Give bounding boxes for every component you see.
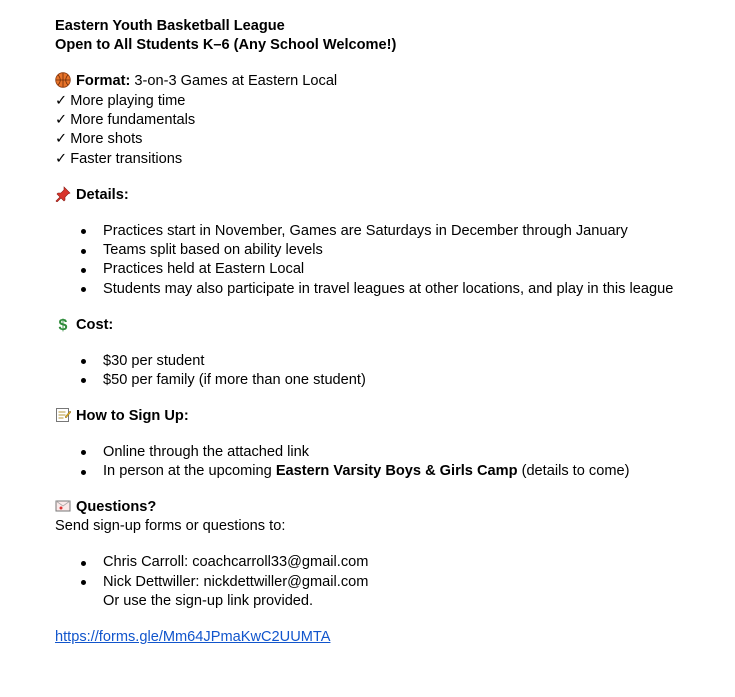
pushpin-icon [55,186,71,202]
list-item: Students may also participate in travel leagues at other locations, and play in this league [55,280,725,299]
details-heading [55,186,725,205]
contacts-list [55,553,725,592]
list-item [55,462,725,481]
dollar-icon [55,316,71,332]
list-item: Practices start in November, Games are Saturdays in December through January [55,222,725,241]
signup-link[interactable]: https://forms.gle/Mm64JPmaKwC2UUMTA [55,628,331,645]
format-heading [55,72,725,91]
check-icon: ✓ [55,150,68,167]
check-item [55,130,725,149]
basketball-icon [55,72,71,88]
check-item [55,111,725,130]
item-text: (details to come) [517,463,630,480]
check-icon: ✓ [55,131,68,148]
check-item [55,92,725,111]
subtitle: Open to All Students K–6 (Any School Welcome!) [55,37,397,54]
check-icon: ✓ [55,112,68,129]
title: Eastern Youth Basketball League [55,18,285,34]
cost-label: Cost: [76,316,114,333]
alt-signup-text: Or use the sign-up link provided. [103,593,314,610]
questions-intro: Send sign-up forms or questions to: [55,518,286,535]
signup-heading [55,407,725,426]
format-label: Format: [76,73,131,90]
questions-heading [55,498,725,517]
contact-item: Nick Dettwiller: nickdettwiller@gmail.com [55,573,725,592]
document [55,17,725,647]
check-text: Faster transitions [70,150,183,167]
check-icon: ✓ [55,92,68,109]
contact-item: Chris Carroll: coachcarroll33@gmail.com [55,553,725,572]
check-item [55,150,725,169]
cost-heading [55,316,725,335]
list-item: Teams split based on ability levels [55,241,725,260]
svg-text:$: $ [58,316,68,332]
item-text: In person at the upcoming [103,463,276,480]
list-item: $30 per student [55,352,725,371]
format-text: 3-on-3 Games at Eastern Local [130,73,338,90]
check-text: More fundamentals [70,112,196,129]
details-list [55,222,725,300]
questions-label: Questions? [76,499,157,516]
check-text: More shots [70,131,143,148]
list-item: Practices held at Eastern Local [55,260,725,279]
camp-name: Eastern Varsity Boys & Girls Camp [275,463,518,480]
check-text: More playing time [70,92,186,109]
memo-icon [55,407,71,423]
cost-list [55,352,725,391]
signup-list [55,443,725,482]
list-item: $50 per family (if more than one student) [55,371,725,390]
signup-label: How to Sign Up: [76,407,189,424]
envelope-icon [55,498,71,514]
list-item: Online through the attached link [55,443,725,462]
details-label: Details: [76,186,129,203]
